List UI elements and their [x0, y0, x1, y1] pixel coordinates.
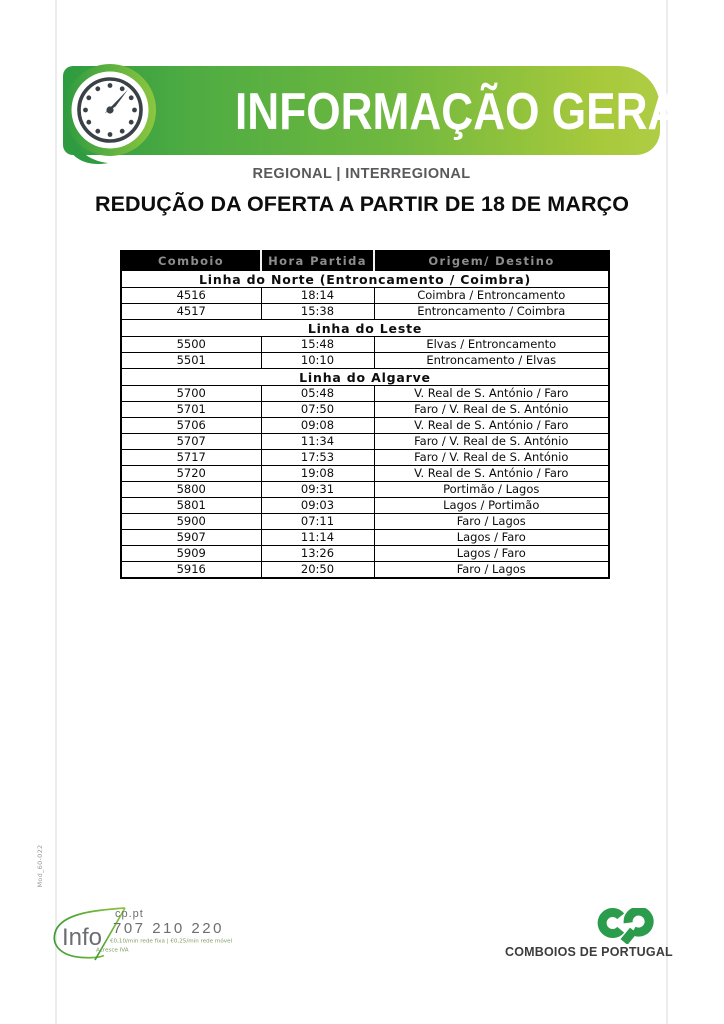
- page-edge-left: [55, 0, 57, 1024]
- train-number: 5916: [121, 562, 261, 579]
- gauge-icon: [58, 60, 162, 166]
- table-row: [121, 288, 609, 304]
- departure-time: 09:08: [261, 418, 374, 434]
- table-row: [121, 402, 609, 418]
- origin-destination: V. Real de S. António / Faro: [374, 466, 609, 482]
- origin-destination: Portimão / Lagos: [374, 482, 609, 498]
- column-header-train: Comboio: [121, 251, 261, 271]
- origin-destination: Faro / Lagos: [374, 514, 609, 530]
- schedule-table-body: [121, 271, 609, 579]
- train-number: 4517: [121, 304, 261, 320]
- departure-time: 11:34: [261, 434, 374, 450]
- info-pricing: €0,10/min rede fixa | €0,25/min rede móvel: [110, 938, 233, 945]
- info-website: cp.pt: [115, 908, 144, 920]
- train-number: 5801: [121, 498, 261, 514]
- origin-destination: Lagos / Portimão: [374, 498, 609, 514]
- train-number: 5501: [121, 353, 261, 369]
- origin-destination: Lagos / Faro: [374, 546, 609, 562]
- table-row: [121, 337, 609, 353]
- departure-time: 17:53: [261, 450, 374, 466]
- origin-destination: Entroncamento / Elvas: [374, 353, 609, 369]
- train-number: 5909: [121, 546, 261, 562]
- table-row: [121, 434, 609, 450]
- table-row: [121, 498, 609, 514]
- train-number: 5720: [121, 466, 261, 482]
- section-name: Linha do Leste: [121, 320, 609, 337]
- schedule-table: [120, 250, 610, 579]
- column-header-origin-destination: Origem/ Destino: [374, 251, 609, 271]
- cp-info-logo: [46, 900, 260, 964]
- departure-time: 13:26: [261, 546, 374, 562]
- table-section-row: [121, 271, 609, 288]
- table-row: [121, 514, 609, 530]
- table-row: [121, 418, 609, 434]
- table-row: [121, 530, 609, 546]
- train-number: 5701: [121, 402, 261, 418]
- section-name: Linha do Algarve: [121, 369, 609, 386]
- table-section-row: [121, 320, 609, 337]
- origin-destination: V. Real de S. António / Faro: [374, 386, 609, 402]
- banner-title: INFORMAÇÃO GERAL: [235, 83, 707, 141]
- table-header-row: [121, 251, 609, 271]
- origin-destination: Faro / V. Real de S. António: [374, 450, 609, 466]
- departure-time: 09:31: [261, 482, 374, 498]
- origin-destination: Entroncamento / Coimbra: [374, 304, 609, 320]
- form-number-label: Mod_60-022: [36, 844, 44, 888]
- table-row: [121, 482, 609, 498]
- train-number: 5900: [121, 514, 261, 530]
- origin-destination: Coimbra / Entroncamento: [374, 288, 609, 304]
- origin-destination: Faro / Lagos: [374, 562, 609, 579]
- origin-destination: Lagos / Faro: [374, 530, 609, 546]
- train-number: 5907: [121, 530, 261, 546]
- origin-destination: Faro / V. Real de S. António: [374, 434, 609, 450]
- column-header-departure: Hora Partida: [261, 251, 374, 271]
- train-number: 5707: [121, 434, 261, 450]
- departure-time: 07:11: [261, 514, 374, 530]
- cp-company-name: COMBOIOS DE PORTUGAL: [505, 945, 673, 959]
- train-number: 5706: [121, 418, 261, 434]
- origin-destination: Faro / V. Real de S. António: [374, 402, 609, 418]
- departure-time: 20:50: [261, 562, 374, 579]
- train-number: 5700: [121, 386, 261, 402]
- departure-time: 10:10: [261, 353, 374, 369]
- page-title: REDUÇÃO DA OFERTA A PARTIR DE 18 DE MARÇO: [94, 192, 630, 216]
- table-row: [121, 562, 609, 579]
- table-row: [121, 304, 609, 320]
- departure-time: 09:03: [261, 498, 374, 514]
- train-number: 5500: [121, 337, 261, 353]
- origin-destination: V. Real de S. António / Faro: [374, 418, 609, 434]
- subtitle: REGIONAL | INTERREGIONAL: [252, 166, 471, 182]
- departure-time: 15:48: [261, 337, 374, 353]
- departure-time: 05:48: [261, 386, 374, 402]
- table-row: [121, 546, 609, 562]
- section-name: Linha do Norte (Entroncamento / Coimbra): [121, 271, 609, 288]
- info-phone: 707 210 220: [113, 920, 224, 937]
- table-row: [121, 353, 609, 369]
- departure-time: 18:14: [261, 288, 374, 304]
- train-number: 4516: [121, 288, 261, 304]
- departure-time: 19:08: [261, 466, 374, 482]
- train-number: 5800: [121, 482, 261, 498]
- table-row: [121, 466, 609, 482]
- table-row: [121, 450, 609, 466]
- train-number: 5717: [121, 450, 261, 466]
- origin-destination: Elvas / Entroncamento: [374, 337, 609, 353]
- departure-time: 15:38: [261, 304, 374, 320]
- info-vat-note: Acresce IVA: [96, 947, 129, 954]
- departure-time: 07:50: [261, 402, 374, 418]
- departure-time: 11:14: [261, 530, 374, 546]
- info-label: Info: [62, 924, 103, 951]
- cp-logo: [597, 908, 660, 944]
- table-section-row: [121, 369, 609, 386]
- table-row: [121, 386, 609, 402]
